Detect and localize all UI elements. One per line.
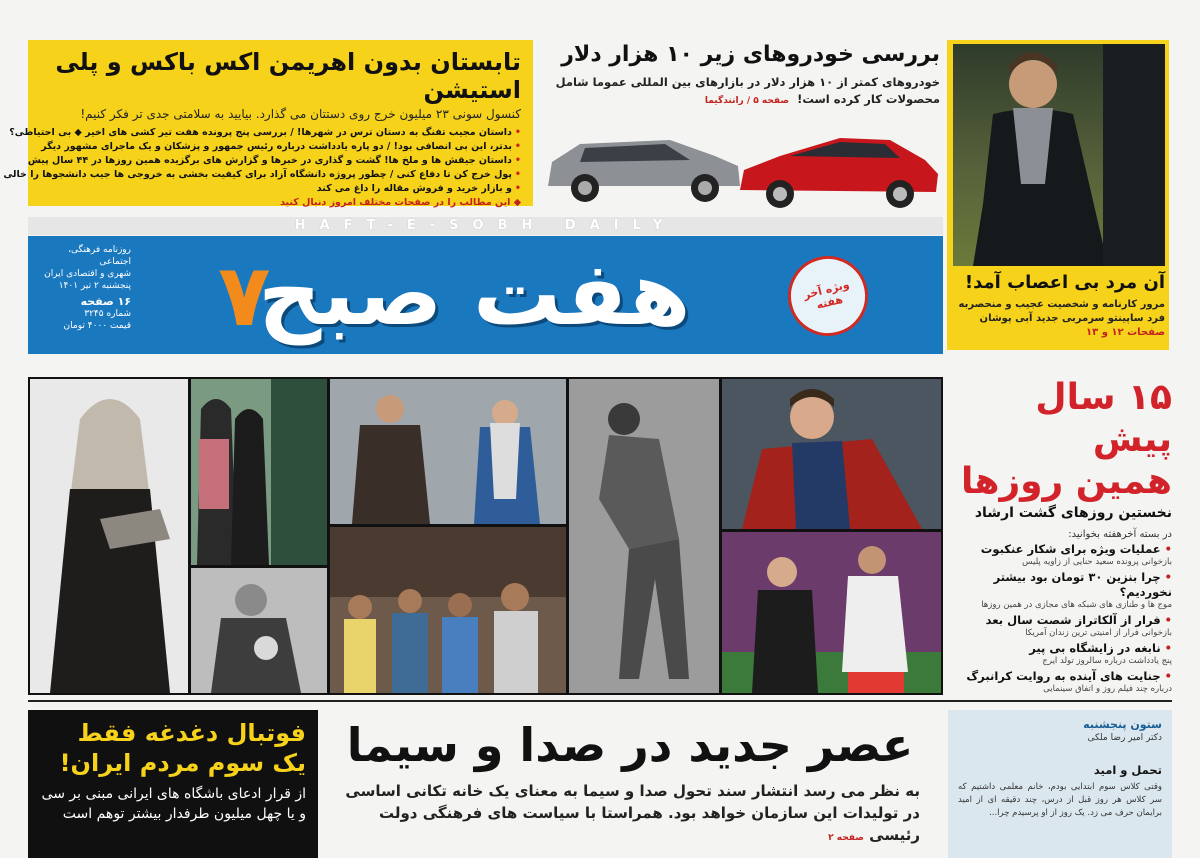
photo-soldier bbox=[569, 379, 719, 693]
teaser-item[interactable]: •و بازار خرید و فروش مقاله را داغ می کند bbox=[316, 183, 521, 194]
football-box[interactable] bbox=[28, 710, 318, 858]
photo-actress bbox=[30, 379, 188, 693]
fifteen-sub: نخستین روزهای گشت ارشاد bbox=[974, 505, 1172, 521]
photo-group-men bbox=[330, 527, 566, 693]
page-ref: صفحه ۵ / رانندگیما bbox=[704, 96, 790, 106]
photo-women-door bbox=[191, 379, 327, 565]
photo-doctor-strange bbox=[722, 379, 941, 529]
teaser-games[interactable] bbox=[3, 40, 533, 208]
logo-seven: ۷ bbox=[218, 246, 271, 346]
teaser-cars-sub: خودروهای کمتر از ۱۰ هزار دلار در بازارهای بین المللی عموما شامل محصولات کار کرده است! صفحه ۵ / رانندگیما bbox=[555, 75, 940, 106]
list-item[interactable]: •عملیات ویژه برای شکار عنکبوت بازخوانی پرونده سعید حنایی از زاویه پلیس bbox=[980, 542, 1172, 567]
photo-football bbox=[722, 532, 941, 693]
main-story[interactable] bbox=[330, 710, 930, 858]
teaser-item[interactable]: •داستان جیقش ها و ملخ ها! گشت و گذاری در خبرها و گزارش های برگزیده همین روزها در ۴۴ سال پیش bbox=[27, 155, 521, 166]
teaser-coach-headline: آن مرد بی اعصاب آمد! bbox=[964, 272, 1165, 293]
coach-photo bbox=[953, 44, 1165, 266]
thursday-column[interactable] bbox=[948, 710, 1172, 858]
logo[interactable]: هفت صبح bbox=[258, 242, 691, 345]
column-title: تحمل و امید bbox=[1093, 763, 1162, 777]
fifteen-headline-1: ۱۵ سال پیش bbox=[1035, 377, 1172, 460]
football-sub: از قرار ادعای باشگاه های ایرانی مبنی بر سی و یا چهل میلیون طرفدار بیشتر توهم است bbox=[41, 786, 306, 822]
teaser-coach-sub: مرور کارنامه و شخصیت عجیب و منحصربه فرد ساپینتو سرمربی جدید آبی پوشان صفحات ۱۲ و ۱۳ bbox=[958, 299, 1165, 338]
masthead bbox=[28, 236, 943, 354]
main-sub: به نظر می رسد انتشار سند تحول صدا و سیما به معنای یک خانه تکانی اساسی در تولیدات این سازمان خواهد بود. همراستا با سیاست های فرهنگی دولت رئیسی صفحه ۲ bbox=[345, 782, 920, 844]
fifteen-intro: در بسته آخرهفته بخوانید: bbox=[1068, 529, 1172, 540]
photo-grid bbox=[28, 377, 943, 695]
teaser-games-sub: کنسول سونی ۲۳ میلیون خرج روی دستتان می گذارد. بیایید به سلامتی جدی تر فکر کنیم! bbox=[80, 107, 521, 121]
grey-suv-icon bbox=[548, 140, 740, 202]
list-item[interactable]: •فرار از آلکاتراز شصت سال بعد بازخوانی فرار از امنیتی ترین زندان آمریکا bbox=[985, 613, 1172, 638]
photo-film-still bbox=[330, 379, 566, 524]
teaser-coach[interactable] bbox=[947, 40, 1169, 350]
fifteen-years-box bbox=[948, 377, 1172, 695]
list-item[interactable]: •چرا بنزین ۳۰ تومان بود بیشتر نخوردیم؟ موج ها و طنازی های شبکه های مجازی در همین روزها bbox=[981, 570, 1172, 610]
divider bbox=[28, 700, 1172, 702]
teaser-list bbox=[3, 126, 521, 196]
teaser-games-headline: تابستان بدون اهریمن اکس باکس و پلی استیشن bbox=[55, 48, 521, 104]
masthead-strip: HAFT-E-SOBH DAILY bbox=[28, 217, 943, 235]
masthead-info: روزنامه فرهنگی، اجتماعی شهری و اقتصادی ایران پنجشنبه ۲ تیر ۱۴۰۱ ۱۶ صفحه شماره ۳۲۴۵ قیمت ۴۰۰۰ تومان bbox=[44, 245, 131, 331]
column-body: وقتی کلاس سوم ابتدایی بودم، خانم معلمی داشتیم که سر کلاس هر روز قبل از درس، چند دقیقه ای از امید برایمان حرف می زد. یک روز از او پرسیدم چرا... bbox=[958, 782, 1162, 818]
teaser-item[interactable]: •داستان مجیب تفنگ به دستان ترس در شهرها! / بررسی پنج پرونده هفت تیر کشی های اخیر ◆ بی احتیاطی؟ bbox=[9, 127, 521, 138]
teaser-cars-headline: بررسی خودروهای زیر ۱۰ هزار دلار bbox=[561, 42, 940, 67]
red-sedan-icon bbox=[740, 138, 938, 208]
column-label: ستون پنجشنبه bbox=[1083, 718, 1162, 731]
weekend-stamp: ویژه آخر هفته bbox=[780, 248, 877, 345]
teaser-item[interactable]: •بدتر، این بی انصافی بود! / دو پاره یادداشت درباره رئیس جمهور و پزشکان و یک ماجرای مشهور دیگر bbox=[41, 141, 521, 152]
page-ref: صفحات ۱۲ و ۱۳ bbox=[1086, 327, 1165, 338]
fifteen-list bbox=[948, 542, 1172, 695]
teaser-cars[interactable] bbox=[540, 40, 940, 216]
main-headline: عصر جدید در صدا و سیما bbox=[346, 718, 914, 772]
teaser-item[interactable]: •پول خرج کن تا دفاع کنی / چطور پروژه دانشگاه آزاد برای کیفیت بخشی به خروجی ها جیب دانشجوها را خالی bbox=[3, 169, 521, 180]
teaser-more: ◆ این مطالب را در صفحات مختلف امروز دنبال کنید bbox=[280, 197, 521, 208]
column-author: دکتر امیر رضا ملکی bbox=[1087, 733, 1162, 743]
cars-image bbox=[540, 126, 940, 216]
page-ref: صفحه ۲ bbox=[828, 833, 864, 843]
fifteen-headline-2: همین روزها bbox=[960, 461, 1172, 502]
list-item[interactable]: •نابغه در زایشگاه بی پیر پنج یادداشت درباره سالروز تولد ایرج bbox=[1029, 641, 1172, 666]
photo-vintage-family bbox=[191, 568, 327, 693]
football-headline: فوتبال دغدغه فقط یک سوم مردم ایران! bbox=[59, 719, 306, 777]
list-item[interactable]: •جنایت های آینده به روایت کرانبرگ درباره چند فیلم روز و اتفاق سینمایی bbox=[966, 669, 1172, 694]
